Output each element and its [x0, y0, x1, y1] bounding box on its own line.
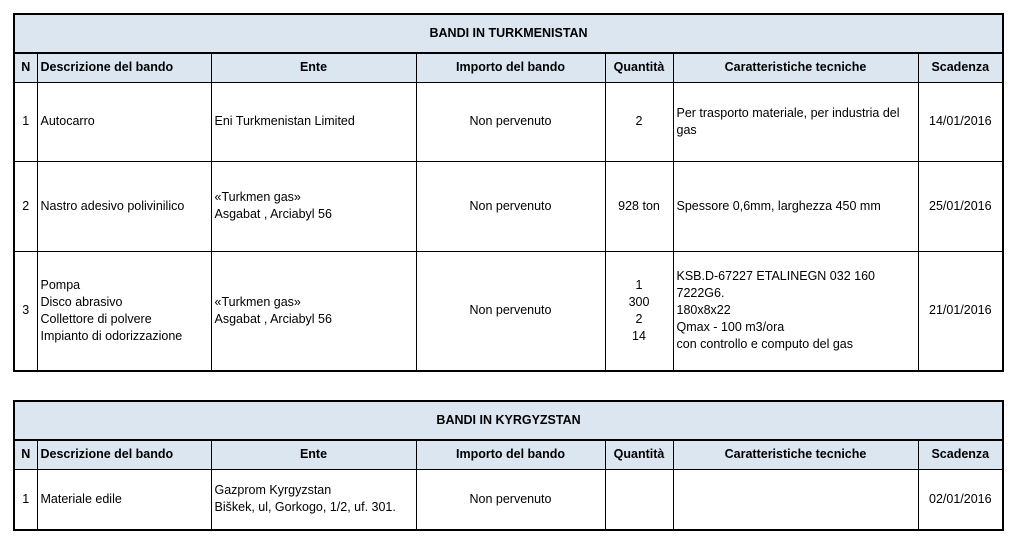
header-caratteristiche: Caratteristiche tecniche: [673, 440, 918, 469]
table-title: BANDI IN KYRGYZSTAN: [14, 401, 1003, 440]
row-importo: Non pervenuto: [416, 469, 605, 530]
header-ente: Ente: [211, 53, 416, 82]
row-scadenza: 02/01/2016: [918, 469, 1003, 530]
turkmenistan-table: [13, 13, 1004, 372]
row-n: 2: [14, 161, 37, 251]
header-quantita: Quantità: [605, 440, 673, 469]
header-quantita: Quantità: [605, 53, 673, 82]
header-descrizione: Descrizione del bando: [37, 440, 211, 469]
table-row: [14, 251, 1003, 371]
row-n: 1: [14, 82, 37, 161]
row-descrizione: Nastro adesivo polivinilico: [37, 161, 211, 251]
kyrgyzstan-table: [13, 400, 1004, 531]
row-descrizione: Autocarro: [37, 82, 211, 161]
header-descrizione: Descrizione del bando: [37, 53, 211, 82]
table-row: [14, 469, 1003, 530]
row-caratteristiche: Per trasporto materiale, per industria del gas: [673, 82, 918, 161]
row-quantita: 2: [605, 82, 673, 161]
row-n: 3: [14, 251, 37, 371]
row-importo: Non pervenuto: [416, 251, 605, 371]
table-row: [14, 82, 1003, 161]
table-row: [14, 161, 1003, 251]
row-ente: «Turkmen gas» Asgabat , Arciabyl 56: [211, 251, 416, 371]
header-caratteristiche: Caratteristiche tecniche: [673, 53, 918, 82]
header-ente: Ente: [211, 440, 416, 469]
row-quantita: 1 300 2 14: [605, 251, 673, 371]
header-n: N: [14, 53, 37, 82]
row-ente: Gazprom Kyrgyzstan Biškek, ul, Gorkogo, 1/2, uf. 301.: [211, 469, 416, 530]
header-scadenza: Scadenza: [918, 440, 1003, 469]
row-caratteristiche: KSB.D-67227 ETALINEGN 032 160 7222G6. 180x8x22 Qmax - 100 m3/ora con controllo e computo del gas: [673, 251, 918, 371]
row-caratteristiche: Spessore 0,6mm, larghezza 450 mm: [673, 161, 918, 251]
row-scadenza: 14/01/2016: [918, 82, 1003, 161]
header-scadenza: Scadenza: [918, 53, 1003, 82]
header-n: N: [14, 440, 37, 469]
row-ente: Eni Turkmenistan Limited: [211, 82, 416, 161]
row-importo: Non pervenuto: [416, 161, 605, 251]
row-scadenza: 25/01/2016: [918, 161, 1003, 251]
table-title: BANDI IN TURKMENISTAN: [14, 14, 1003, 53]
row-descrizione: Pompa Disco abrasivo Collettore di polvere Impianto di odorizzazione: [37, 251, 211, 371]
row-quantita: [605, 469, 673, 530]
header-importo: Importo del bando: [416, 53, 605, 82]
header-importo: Importo del bando: [416, 440, 605, 469]
row-importo: Non pervenuto: [416, 82, 605, 161]
row-descrizione: Materiale edile: [37, 469, 211, 530]
row-n: 1: [14, 469, 37, 530]
row-ente: «Turkmen gas» Asgabat , Arciabyl 56: [211, 161, 416, 251]
row-caratteristiche: [673, 469, 918, 530]
row-quantita: 928 ton: [605, 161, 673, 251]
row-scadenza: 21/01/2016: [918, 251, 1003, 371]
